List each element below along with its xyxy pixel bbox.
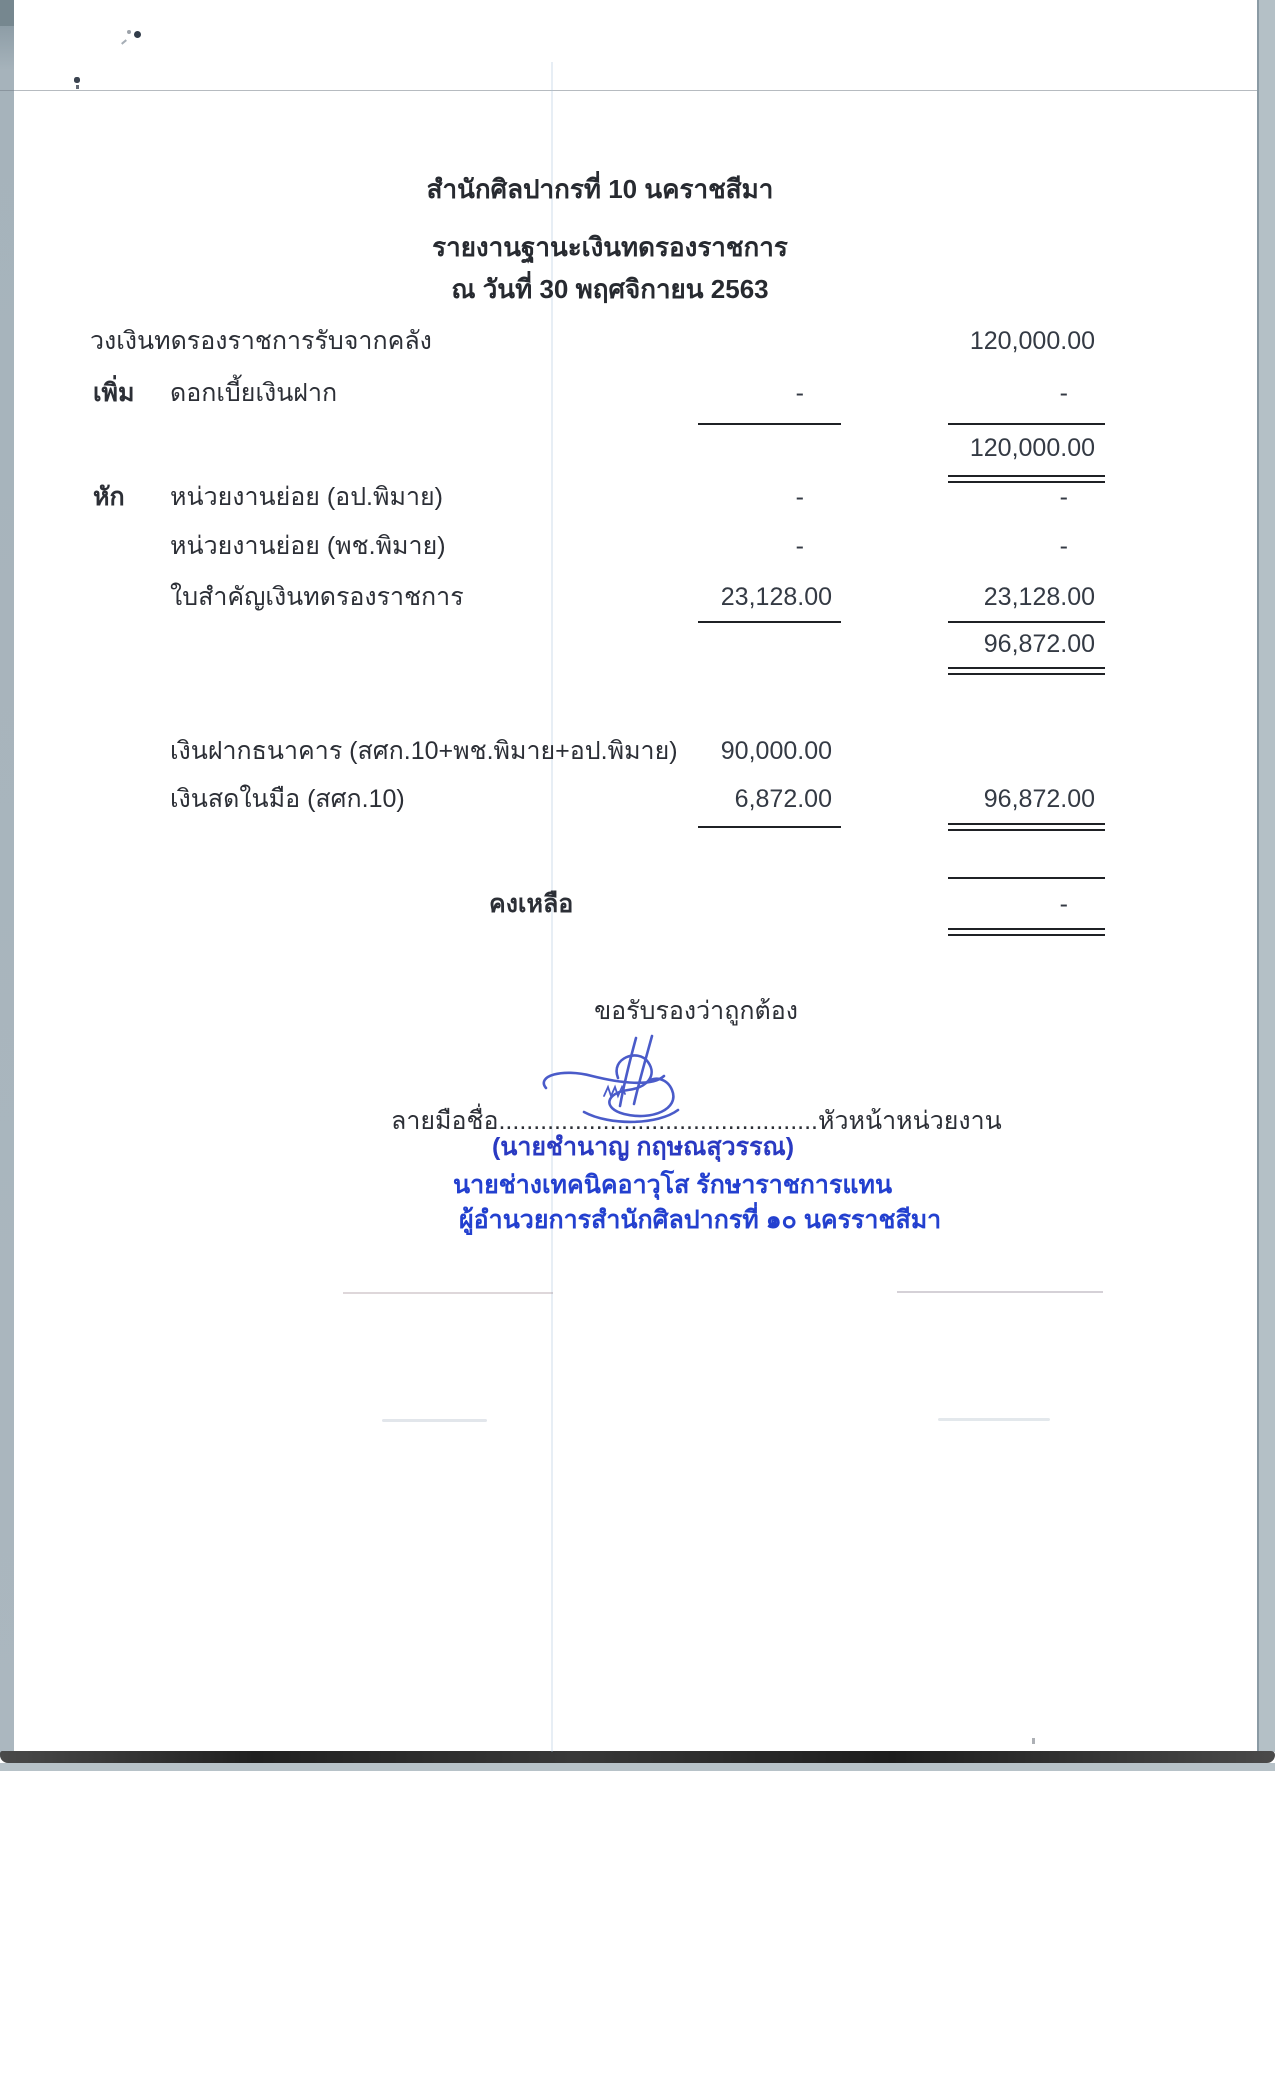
ruled-line — [948, 621, 1105, 623]
page-bottom-shadow-band — [0, 1751, 1275, 1763]
ink-speck — [134, 31, 141, 38]
row-amount-right: - — [1059, 483, 1068, 511]
ink-speck — [1032, 1738, 1035, 1744]
row-label: หน่วยงานย่อย (อป.พิมาย) — [170, 483, 443, 511]
ink-speck — [76, 85, 79, 89]
signature-line-prefix: ลายมือชื่อ — [391, 1107, 499, 1135]
section-marker-add: เพิ่ม — [93, 379, 135, 407]
double-ruled-line — [948, 829, 1105, 831]
ruled-line — [948, 877, 1105, 879]
ink-speck — [121, 39, 127, 44]
double-ruled-line — [948, 934, 1105, 936]
row-label: ดอกเบี้ยเงินฝาก — [170, 379, 338, 407]
row-label: วงเงินทดรองราชการรับจากคลัง — [90, 327, 432, 355]
scan-smudge-line — [343, 1292, 553, 1294]
row-label: ใบสำคัญเงินทดรองราชการ — [170, 583, 464, 611]
row-amount-mid: 90,000.00 — [720, 737, 832, 765]
signer-position: นายช่างเทคนิคอาวุโส รักษาราชการแทน — [453, 1171, 893, 1199]
row-amount-right: 96,872.00 — [983, 785, 1095, 813]
signature-line-suffix: หัวหน้าหน่วยงาน — [818, 1107, 1002, 1135]
row-label: หน่วยงานย่อย (พช.พิมาย) — [170, 532, 446, 560]
row-amount-mid: - — [795, 532, 804, 560]
row-amount-mid: - — [795, 483, 804, 511]
double-ruled-line — [948, 823, 1105, 825]
signature-dotted-leader: .............................................. — [498, 1107, 818, 1135]
row-amount-right: - — [1059, 379, 1068, 407]
row-amount-right: 23,128.00 — [983, 583, 1095, 611]
signer-name: (นายชำนาญ กฤษณสุวรรณ) — [491, 1133, 795, 1161]
scan-smudge — [938, 1418, 1050, 1421]
row-amount-mid: 6,872.00 — [734, 785, 832, 813]
scan-smudge — [382, 1419, 487, 1422]
scan-right-edge — [1257, 0, 1275, 1752]
double-ruled-line — [948, 928, 1105, 930]
scanner-gap-strip — [0, 1763, 1275, 1771]
scan-hairline — [0, 90, 1257, 91]
row-amount-right: 120,000.00 — [969, 327, 1095, 355]
row-amount-right: - — [1059, 532, 1068, 560]
scan-smudge-line — [897, 1291, 1103, 1293]
balance-label: คงเหลือ — [489, 890, 574, 918]
double-ruled-line — [948, 673, 1105, 675]
ruled-line — [698, 621, 841, 623]
signer-title: ผู้อำนวยการสำนักศิลปากรที่ ๑๐ นครราชสีมา — [459, 1206, 942, 1234]
scan-left-edge-cap — [0, 0, 14, 26]
report-title: รายงานฐานะเงินทดรองราชการ — [432, 232, 788, 262]
subtotal-amount: 120,000.00 — [969, 434, 1095, 462]
ink-speck — [127, 30, 131, 34]
ink-speck — [74, 77, 80, 83]
scan-left-edge — [0, 0, 14, 1757]
double-ruled-line — [948, 475, 1105, 477]
balance-amount: - — [1059, 890, 1068, 918]
row-amount-mid: 23,128.00 — [720, 583, 832, 611]
ruled-line — [698, 423, 841, 425]
report-date: ณ วันที่ 30 พฤศจิกายน 2563 — [451, 274, 769, 304]
ruled-line — [948, 423, 1105, 425]
ruled-line — [698, 826, 841, 828]
org-title: สำนักศิลปากรที่ 10 นคราชสีมา — [426, 174, 774, 204]
double-ruled-line — [948, 667, 1105, 669]
row-label: เงินสดในมือ (สศก.10) — [170, 785, 405, 813]
subtotal-amount: 96,872.00 — [983, 630, 1095, 658]
row-label: เงินฝากธนาคาร (สศก.10+พช.พิมาย+อป.พิมาย) — [170, 737, 678, 765]
row-amount-mid: - — [795, 379, 804, 407]
section-marker-deduct: หัก — [93, 483, 125, 511]
certify-statement: ขอรับรองว่าถูกต้อง — [594, 997, 798, 1025]
